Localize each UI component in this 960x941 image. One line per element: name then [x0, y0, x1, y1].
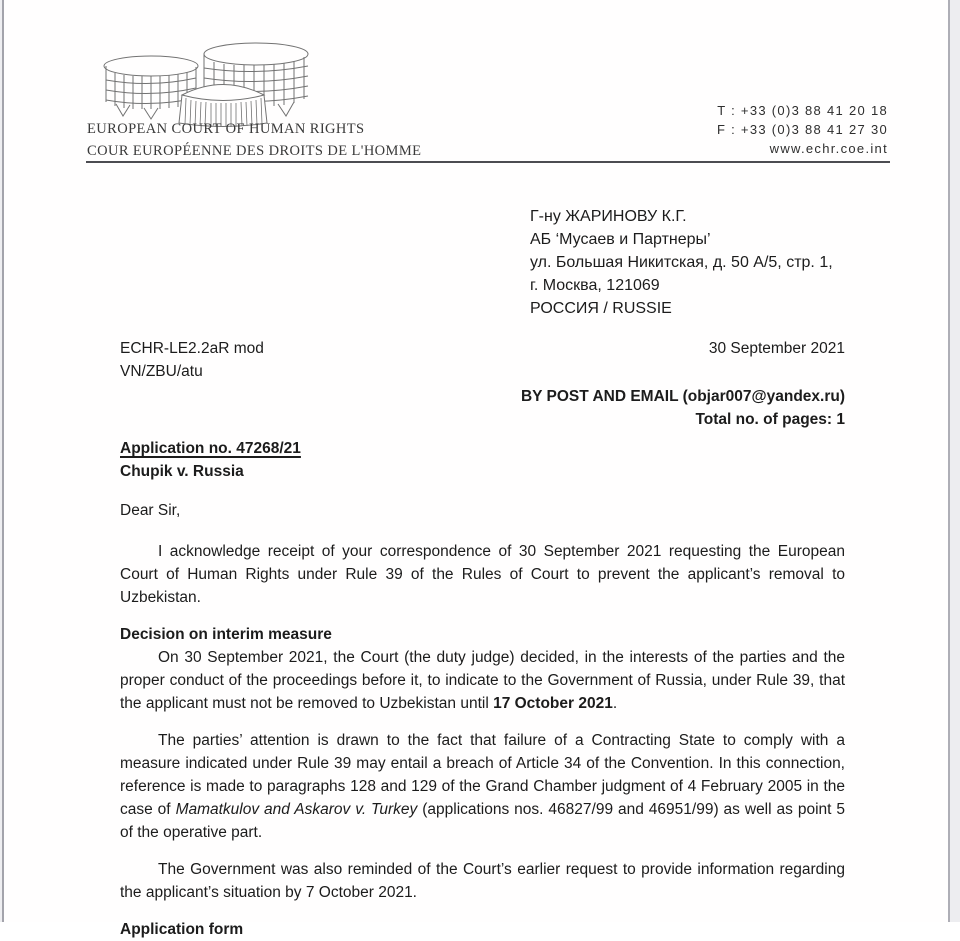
reference-row: [120, 337, 845, 383]
total-pages-line: Total no. of pages: 1: [695, 411, 845, 428]
application-number: Application no. 47268/21: [120, 440, 301, 457]
addressee-line: г. Москва, 121069: [530, 277, 660, 294]
addressee-line: РОССИЯ / RUSSIE: [530, 300, 672, 317]
para-decision: [120, 646, 845, 715]
addressee-line: Г-ну ЖАРИНОВУ К.Г.: [530, 208, 687, 225]
text-run: On 30 September 2021, the Court (the duty judge) decided, in the interests of the parties and the proper conduct of the proceedings before it, to indicate to the Government of Russia, under Rule 39, that the applicant must not be removed to Uzbekistan until: [120, 649, 845, 712]
text-run: Application form: [120, 921, 244, 938]
text-run: The Government was also reminded of the Court’s earlier request to provide information regarding the applicant’s situation by 7 October 2021.: [120, 861, 845, 901]
text-run: I acknowledge receipt of your correspondence of 30 September 2021 requesting the European Court of Human Rights under Rule 39 of the Rules of Court to prevent the applicant’s removal to Uzbekistan.: [120, 543, 845, 606]
addressee-line: ул. Большая Никитская, д. 50 А/5, стр. 1,: [530, 254, 833, 271]
heading-decision-on-interim-measure: [120, 623, 845, 646]
addressee-line: АБ ‘Мусаев и Партнеры’: [530, 231, 711, 248]
letter-date: 30 September 2021: [708, 340, 845, 357]
website-line: www.echr.coe.int: [769, 141, 888, 156]
reference-codes: [120, 337, 264, 383]
phone-line: T : +33 (0)3 88 41 20 18: [717, 103, 888, 118]
org-name-french: COUR EUROPÉENNE DES DROITS DE L'HOMME: [87, 143, 422, 159]
header-rule: [86, 161, 890, 163]
letter-body: [120, 540, 845, 941]
case-name: Chupik v. Russia: [120, 463, 244, 480]
text-run: Decision on interim measure: [120, 626, 332, 643]
delivery-method-line: BY POST AND EMAIL (objar007@yandex.ru): [520, 388, 845, 405]
text-run: The parties’ attention is drawn to the fact that failure of a Contracting State to comply with a measure indicated under Rule 39 may entail a breach of Article 34 of the Convention. In this connection, reference is made to paragraphs 128 and 129 of the Grand Chamber judgment of 4 February 2005 in the case of: [120, 732, 845, 818]
org-name-english: EUROPEAN COURT OF HUMAN RIGHTS: [87, 121, 365, 137]
addressee-block: [530, 205, 845, 320]
para-acknowledge: [120, 540, 845, 609]
reference-code-line: VN/ZBU/atu: [120, 363, 203, 380]
reference-code-line: ECHR-LE2.2aR mod: [120, 340, 264, 357]
para-rule39-warning: [120, 729, 845, 844]
text-run: .: [612, 695, 618, 712]
echr-building-logo: [96, 36, 311, 126]
contact-block: [717, 101, 888, 158]
text-run: (applications nos. 46827/99 and 46951/99) as well as point 5 of the operative part.: [120, 801, 845, 841]
para-government-reminder: [120, 858, 845, 904]
text-run: Mamatkulov and Askarov v. Turkey: [175, 801, 418, 818]
fax-line: F : +33 (0)3 88 41 27 30: [716, 122, 888, 137]
letter-content: [120, 205, 845, 941]
heading-application-form: [120, 918, 845, 941]
text-run: 17 October 2021: [493, 695, 613, 712]
salutation: Dear Sir,: [120, 502, 181, 519]
letterhead: [0, 0, 960, 163]
